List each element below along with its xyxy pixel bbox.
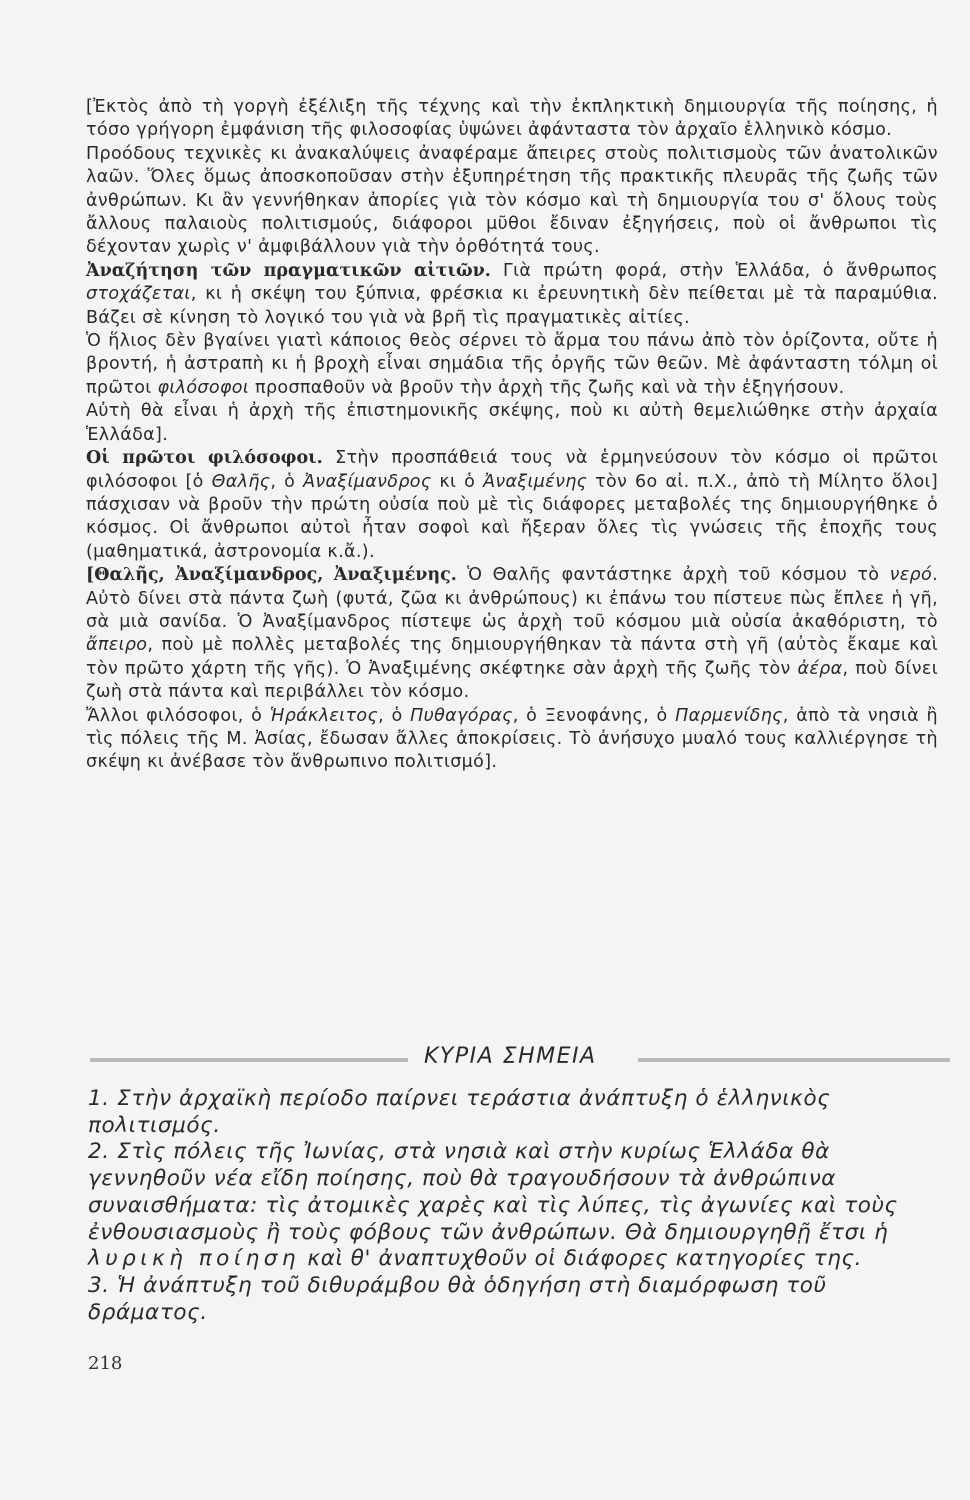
heading-thales: [Θαλῆς, Ἀναξίμανδρος, Ἀναξιμένης.	[86, 565, 457, 586]
paragraph-other-philosophers: Ἄλλοι φιλόσοφοι, ὁ Ἡράκλειτος, ὁ Πυθαγόρας, ὁ Ξενοφάνης, ὁ Παρμενίδης, ἀπὸ τὰ νησιὰ ἢ τὶς πόλεις τῆς Μ. Ἀσίας, ἔδωσαν ἄλλες ἀποκρίσεις. Τὸ ἀνήσυχο μυαλό τους καλλιέργησε τὴ σκέψη κι ἀνέβασε τὸν ἄνθρωπινο πολιτισμό].	[86, 705, 938, 773]
key-point-1: 1. Στὴν ἀρχαϊκὴ περίοδο παίρνει τεράστια ἀνάπτυξη ὁ ἑλληνικὸς πολιτισμός.	[88, 1086, 831, 1138]
divider-rule-left	[90, 1058, 408, 1062]
divider-rule-right	[638, 1058, 950, 1062]
paragraph-eastern-peoples	[86, 143, 938, 260]
heading-first-philosophers: Οἱ πρῶτοι φιλόσοφοι.	[86, 448, 323, 469]
paragraph-sun: Ὁ ἥλιος δὲν βγαίνει γιατὶ κάποιος θεὸς σέρνει τὸ ἅρμα του πάνω ἀπὸ τὸν ὁρίζοντα, οὔτε ἡ βροντή, ἡ ἀστραπὴ κι ἡ βροχὴ εἶναι σημάδια τῆς ὀργῆς τῶν θεῶν. Μὲ ἀφάνταστη τόλμη οἱ πρῶτοι φιλόσοφοι προσπαθοῦν νὰ βροῦν τὴν ἀρχὴ τῆς ζωῆς καὶ νὰ τὴν ἐξηγήσουν.	[86, 331, 938, 398]
paragraph-scientific-thought-text: Αὐτὴ θὰ εἶναι ἡ ἀρχὴ τῆς ἐπιστημονικῆς σκέψης, ποὺ κι αὐτὴ θεμελιώθηκε στὴν ἀρχαία Ἑλλάδα].	[86, 401, 938, 445]
key-points-divider	[90, 1044, 950, 1074]
paragraph-search-causes: Ἀναζήτηση τῶν πραγματικῶν αἰτιῶν. Γιὰ πρώτη φορά, στὴν Ἑλλάδα, ὁ ἄνθρωπος στοχάζεται, κι ἡ σκέψη του ξύπνια, φρέσκια κι ἐρευνητικὴ δὲν πείθεται μὲ τὰ παραμύθια. Βάζει σὲ κίνηση τὸ λογικό του γιὰ νὰ βρῆ τὶς πραγματικὲς αἰτίες.	[86, 260, 938, 328]
main-text	[86, 96, 938, 775]
paragraph-first-philosophers: Οἱ πρῶτοι φιλόσοφοι. Στὴν προσπάθειά τους νὰ ἑρμηνεύσουν τὸν κόσμο οἱ πρῶτοι φιλόσοφοι [ὁ Θαλῆς, ὁ Ἀναξίμανδρος κι ὁ Ἀναξιμένης τὸν 6ο αἰ. π.Χ., ἀπὸ τὴ Μίλητο ὅλοι] πάσχισαν νὰ βροῦν τὴν πρώτη οὐσία ποὺ μὲ τὶς διάφορες μεταβολές της δημιουργήθηκε ὁ κόσμος. Οἱ ἄνθρωποι αὐτοὶ ἦταν σοφοὶ καὶ ἤξεραν ὅλες τὶς γνώσεις τῆς ἐποχῆς τους (μαθηματικά, ἀστρονομία κ.ἄ.).	[86, 448, 939, 562]
key-point-2: 2. Στὶς πόλεις τῆς Ἰωνίας, στὰ νησιὰ καὶ στὴν κυρίως Ἑλλάδα θὰ γεννηθοῦν νέα εἴδη ποίησης, ποὺ θὰ τραγουδήσουν τὰ ἀνθρώπινα συναισθήματα: τὶς ἀτομικὲς χαρὲς καὶ τὶς λύπες, τὶς ἀγωνίες καὶ τοὺς ἐνθουσιασμοὺς ἢ τοὺς φόβους τῶν ἀνθρώπων. Θὰ δημιουργηθῇ ἔτσι ἡ λυρικὴ ποίηση καὶ θ' ἀναπτυχθοῦν οἱ διάφορες κατηγορίες της.	[88, 1139, 898, 1272]
paragraph-eastern-peoples-text: Προόδους τεχνικὲς κι ἀνακαλύψεις ἀναφέραμε ἄπειρες στοὺς πολιτισμοὺς τῶν ἀνατολικῶν λαῶν. Ὅλες ὅμως ἀποσκοποῦσαν στὴν ἐξυπηρέτηση τῆς πρακτικῆς πλευρᾶς τῆς ζωῆς τῶν ἀνθρώπων. Κι ἂν γεννήθηκαν ἀπορίες γιὰ τὸν κόσμο καὶ τὴ δημιουργία του σ' ὅλους τοὺς ἄλλους παλαιοὺς πολιτισμούς, διάφοροι μῦθοι ἔδιναν ἐξηγήσεις, ποὺ οἱ ἄνθρωποι τὶς δέχονταν χωρὶς ν' ἀμφιβάλλουν γιὰ τὴν ὀρθότητά τους.	[86, 143, 938, 258]
paragraph-thales: [Θαλῆς, Ἀναξίμανδρος, Ἀναξιμένης. Ὁ Θαλῆς φαντάστηκε ἀρχὴ τοῦ κόσμου τὸ νερό. Αὐτὸ δίνει στὰ πάντα ζωὴ (φυτά, ζῶα κι ἀνθρώπους) κι ἐπάνω του πίστευε πὼς ἔπλεε ἡ γῆ, σὰ μιὰ σανίδα. Ὁ Ἀναξίμανδρος πίστεψε ὡς ἀρχὴ τοῦ κόσμου μιὰ οὐσία ἀκαθόριστη, τὸ ἄπειρο, ποὺ μὲ πολλὲς μεταβολές της δημιουργήθηκαν τὰ πάντα στὴ γῆ (αὐτὸς ἔκαμε καὶ τὸν πρῶτο χάρτη τῆς γῆς). Ὁ Ἀναξιμένης σκέφτηκε σὰν ἀρχὴ τῆς ζωῆς τὸν ἀέρα, ποὺ δίνει ζωὴ στὰ πάντα καὶ περιβάλλει τὸν κόσμο.	[86, 565, 938, 703]
key-point-3: 3. Ἡ ἀνάπτυξη τοῦ διθυράμβου θὰ ὁδηγήση στὴ διαμόρφωση τοῦ δράματος.	[88, 1272, 827, 1325]
paragraph-intro-text: [Ἐκτὸς ἀπὸ τὴ γοργὴ ἐξέλιξη τῆς τέχνης καὶ τὴν ἐκπληκτικὴ δημιουργία τῆς ποίησης, ἡ τόσο γρήγορη ἐμφάνιση τῆς φιλοσοφίας ὑψώνει ἀφάνταστα τὸν ἀρχαῖο ἑλληνικὸ κόσμο.	[86, 97, 938, 141]
heading-search-causes: Ἀναζήτηση τῶν πραγματικῶν αἰτιῶν.	[86, 260, 491, 281]
key-points-title: ΚΥΡΙΑ ΣΗΜΕΙΑ	[424, 1044, 597, 1069]
page-number: 218	[88, 1353, 123, 1374]
paragraph-scientific-thought	[86, 400, 938, 447]
paragraph-intro	[86, 96, 938, 143]
key-points-list	[88, 1086, 940, 1326]
